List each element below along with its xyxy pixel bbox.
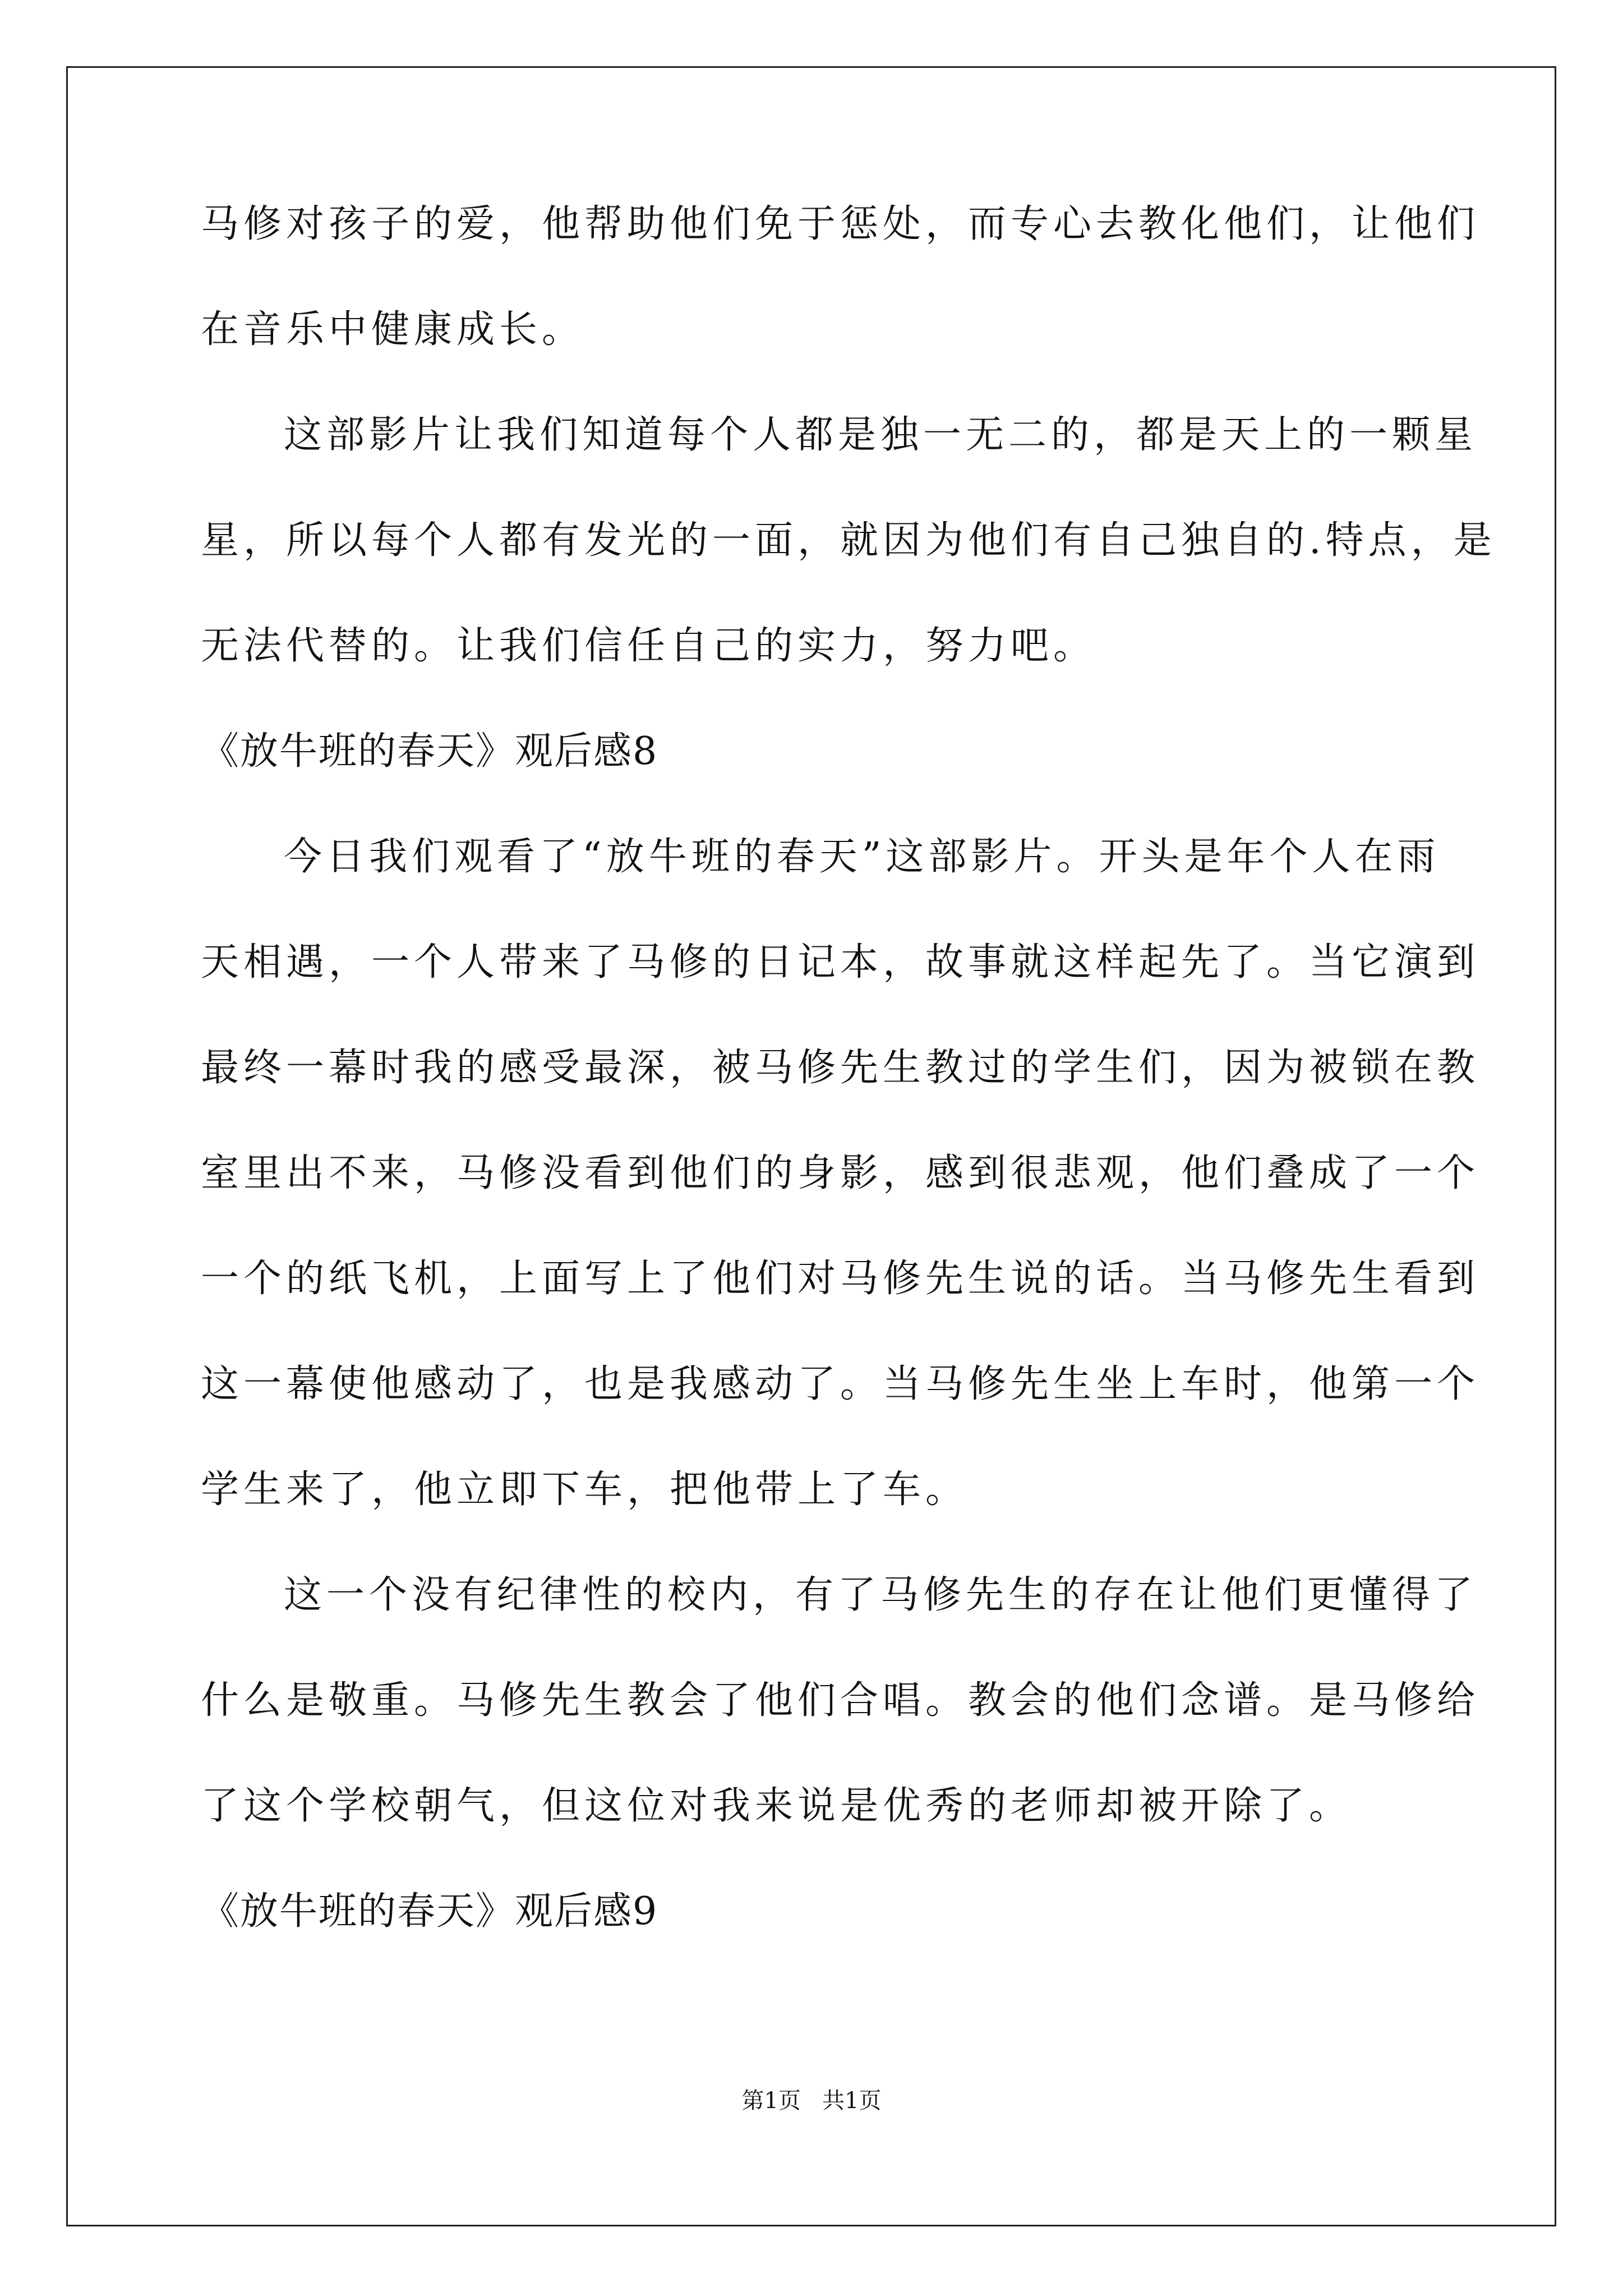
text-line: 一个的纸飞机，上面写上了他们对马修先生说的话。当马修先生看到 — [201, 1257, 1480, 1301]
text-line: 天相遇，一个人带来了马修的日记本，故事就这样起先了。当它演到 — [201, 940, 1480, 984]
section-heading: 《放牛班的春天》观后感8 — [201, 729, 658, 774]
text-line: 最终一幕时我的感受最深，被马修先生教过的学生们，因为被锁在教 — [201, 1046, 1480, 1090]
page-footer: 第1页 共1页 — [741, 2088, 882, 2114]
text-line: 这一幕使他感动了，也是我感动了。当马修先生坐上车时，他第一个 — [201, 1362, 1480, 1406]
text-line: 了这个学校朝气，但这位对我来说是优秀的老师却被开除了。 — [201, 1784, 1352, 1828]
text-line: 马修对孩子的爱，他帮助他们免于惩处，而专心去教化他们，让他们 — [201, 202, 1480, 246]
text-line: 这部影片让我们知道每个人都是独一无二的，都是天上的一颗星 — [284, 413, 1478, 457]
section-heading: 《放牛班的春天》观后感9 — [201, 1889, 658, 1934]
text-line: 无法代替的。让我们信任自己的实力，努力吧。 — [201, 624, 1096, 668]
text-line: 学生来了，他立即下车，把他带上了车。 — [201, 1467, 969, 1512]
text-line: 这一个没有纪律性的校内，有了马修先生的存在让他们更懂得了 — [284, 1573, 1478, 1617]
text-line: 星，所以每个人都有发光的一面，就因为他们有自己独自的.特点，是 — [201, 518, 1496, 563]
document-body — [201, 202, 1496, 1995]
text-line: 什么是敬重。马修先生教会了他们合唱。教会的他们念谱。是马修给 — [201, 1678, 1480, 1723]
text-line: 在音乐中健康成长。 — [201, 307, 585, 352]
text-line: 室里出不来，马修没看到他们的身影，感到很悲观，他们叠成了一个 — [201, 1151, 1480, 1195]
text-line: 今日我们观看了“放牛班的春天”这部影片。开头是年个人在雨 — [284, 835, 1440, 879]
